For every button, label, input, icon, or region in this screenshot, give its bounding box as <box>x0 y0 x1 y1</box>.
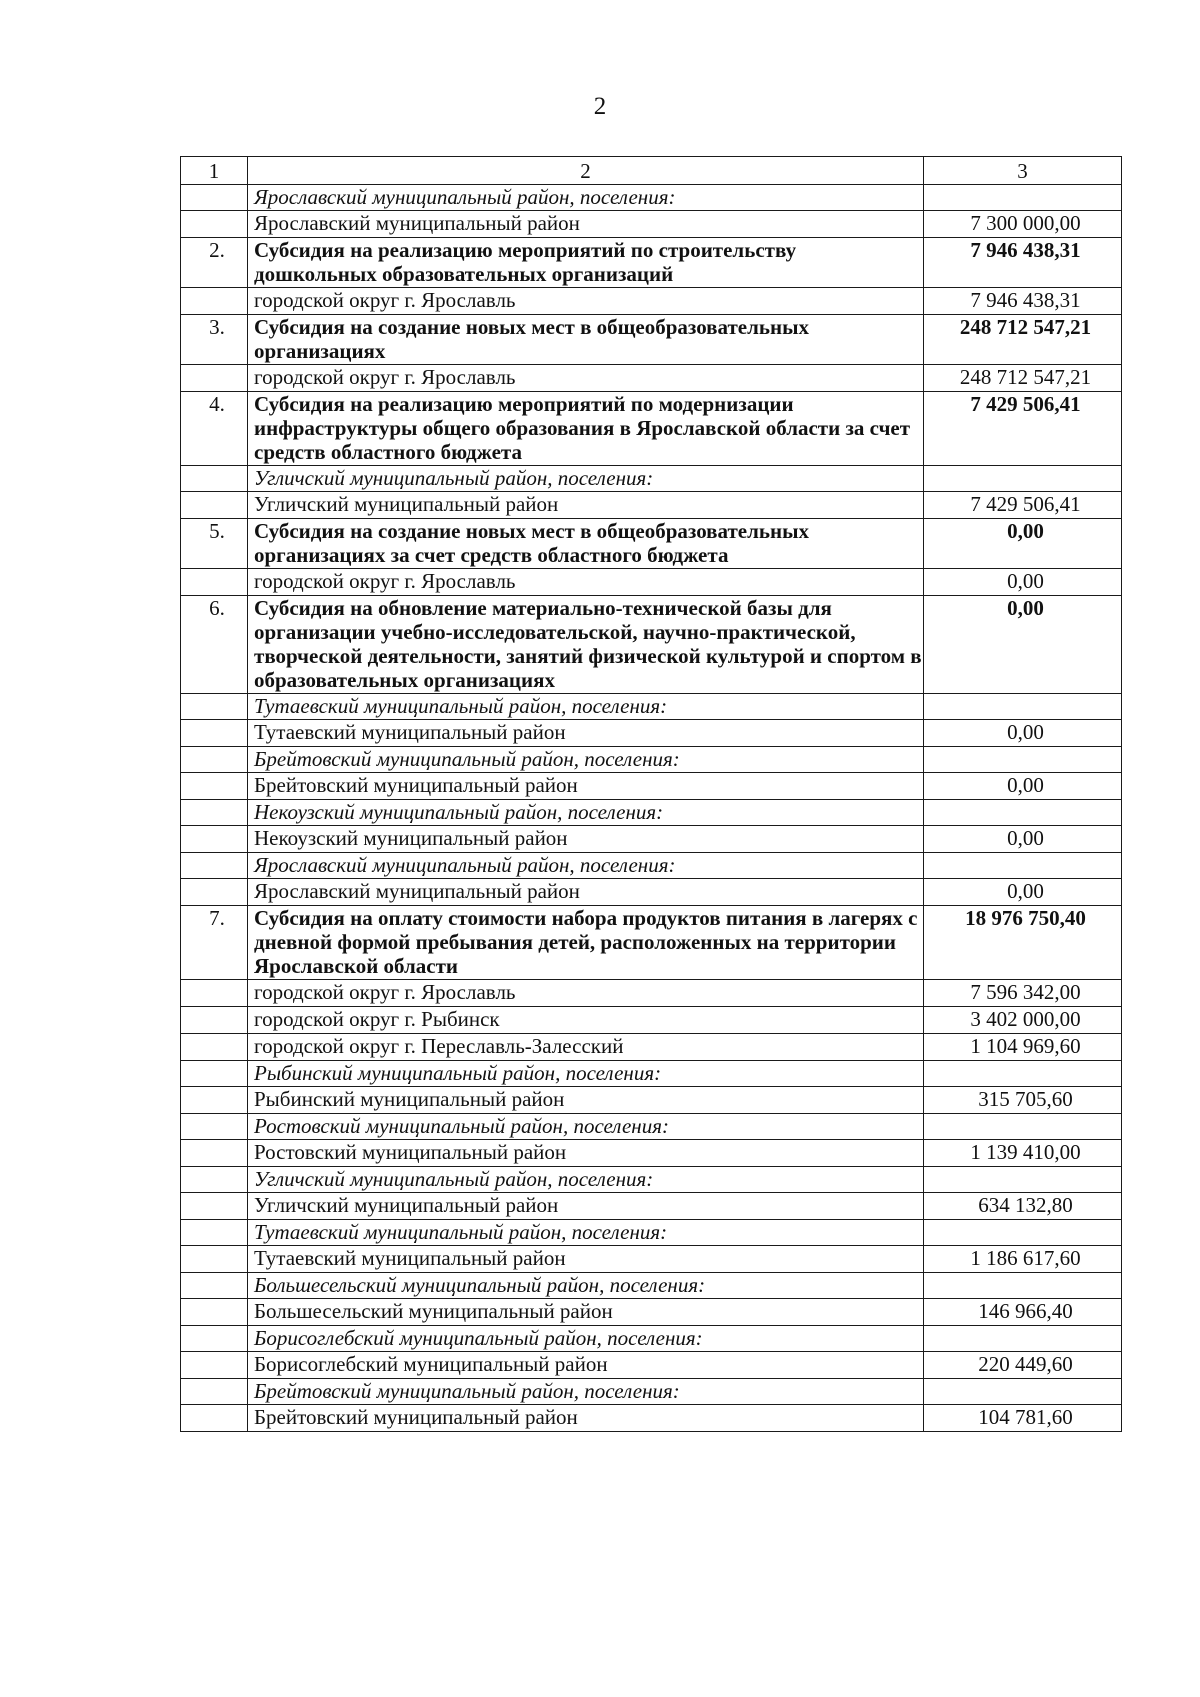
recipient-name: Тутаевский муниципальный район <box>248 1246 924 1273</box>
recipient-name: Большесельский муниципальный район <box>248 1299 924 1326</box>
amount <box>924 466 1122 492</box>
table-row <box>181 1273 1122 1299</box>
row-number <box>181 1405 248 1432</box>
row-number <box>181 800 248 826</box>
district-group-label: Ярославский муниципальный район, поселения: <box>248 853 924 879</box>
subsidy-title: Субсидия на реализацию мероприятий по строительству дошкольных образовательных организаций <box>248 238 924 288</box>
district-group-label: Угличский муниципальный район, поселения: <box>248 1167 924 1193</box>
district-group-label: Тутаевский муниципальный район, поселения: <box>248 694 924 720</box>
row-number: 5. <box>181 519 248 569</box>
recipient-name: Тутаевский муниципальный район <box>248 720 924 747</box>
row-number <box>181 1140 248 1167</box>
table-row <box>181 906 1122 980</box>
subsidy-title: Субсидия на оплату стоимости набора продуктов питания в лагерях с дневной формой пребывания детей, расположенных на территории Ярославской области <box>248 906 924 980</box>
row-number <box>181 694 248 720</box>
amount <box>924 185 1122 211</box>
amount: 3 402 000,00 <box>924 1007 1122 1034</box>
header-col-3: 3 <box>924 157 1122 185</box>
subsidy-table <box>180 156 1122 1432</box>
amount: 1 104 969,60 <box>924 1034 1122 1061</box>
table-row <box>181 773 1122 800</box>
recipient-name: городской округ г. Ярославль <box>248 569 924 596</box>
row-number <box>181 569 248 596</box>
amount: 104 781,60 <box>924 1405 1122 1432</box>
row-number <box>181 1114 248 1140</box>
page-number: 2 <box>593 93 607 120</box>
amount: 7 429 506,41 <box>924 492 1122 519</box>
subsidy-title: Субсидия на создание новых мест в общеобразовательных организациях за счет средств областного бюджета <box>248 519 924 569</box>
table-row <box>181 315 1122 365</box>
table-row <box>181 1034 1122 1061</box>
row-number <box>181 1034 248 1061</box>
recipient-name: Брейтовский муниципальный район <box>248 773 924 800</box>
row-number: 2. <box>181 238 248 288</box>
table-row <box>181 694 1122 720</box>
table-row <box>181 288 1122 315</box>
district-group-label: Угличский муниципальный район, поселения: <box>248 466 924 492</box>
row-number <box>181 1087 248 1114</box>
district-group-label: Рыбинский муниципальный район, поселения: <box>248 1061 924 1087</box>
row-number <box>181 879 248 906</box>
amount: 1 186 617,60 <box>924 1246 1122 1273</box>
table-row <box>181 466 1122 492</box>
amount: 0,00 <box>924 720 1122 747</box>
row-number <box>181 1007 248 1034</box>
amount <box>924 1061 1122 1087</box>
subsidy-total: 7 429 506,41 <box>924 392 1122 466</box>
table-row <box>181 1246 1122 1273</box>
table-row <box>181 492 1122 519</box>
amount <box>924 1379 1122 1405</box>
row-number <box>181 365 248 392</box>
amount <box>924 853 1122 879</box>
row-number <box>181 1246 248 1273</box>
row-number <box>181 492 248 519</box>
amount <box>924 747 1122 773</box>
district-group-label: Ярославский муниципальный район, поселения: <box>248 185 924 211</box>
row-number: 4. <box>181 392 248 466</box>
recipient-name: городской округ г. Ярославль <box>248 365 924 392</box>
amount: 220 449,60 <box>924 1352 1122 1379</box>
subsidy-total: 248 712 547,21 <box>924 315 1122 365</box>
table-row <box>181 980 1122 1007</box>
table-row <box>181 1114 1122 1140</box>
recipient-name: городской округ г. Рыбинск <box>248 1007 924 1034</box>
amount <box>924 1273 1122 1299</box>
table-row <box>181 720 1122 747</box>
district-group-label: Ростовский муниципальный район, поселения: <box>248 1114 924 1140</box>
row-number <box>181 1326 248 1352</box>
row-number <box>181 211 248 238</box>
table-row <box>181 596 1122 694</box>
table-row <box>181 1061 1122 1087</box>
table-row <box>181 1220 1122 1246</box>
subsidy-total: 0,00 <box>924 519 1122 569</box>
row-number: 7. <box>181 906 248 980</box>
recipient-name: Некоузский муниципальный район <box>248 826 924 853</box>
row-number <box>181 1193 248 1220</box>
table-row <box>181 365 1122 392</box>
district-group-label: Брейтовский муниципальный район, поселения: <box>248 1379 924 1405</box>
subsidy-title: Субсидия на обновление материально-технической базы для организации учебно-исследовательской, научно-практической, творческой деятельности, занятий физической культурой и спортом в образовательных организациях <box>248 596 924 694</box>
table-row <box>181 185 1122 211</box>
table-row <box>181 879 1122 906</box>
amount <box>924 1220 1122 1246</box>
recipient-name: Угличский муниципальный район <box>248 492 924 519</box>
table-row <box>181 569 1122 596</box>
subsidy-total: 0,00 <box>924 596 1122 694</box>
row-number <box>181 1220 248 1246</box>
subsidy-total: 7 946 438,31 <box>924 238 1122 288</box>
district-group-label: Тутаевский муниципальный район, поселения: <box>248 1220 924 1246</box>
district-group-label: Большесельский муниципальный район, поселения: <box>248 1273 924 1299</box>
table-row <box>181 238 1122 288</box>
row-number <box>181 1061 248 1087</box>
recipient-name: Брейтовский муниципальный район <box>248 1405 924 1432</box>
amount: 634 132,80 <box>924 1193 1122 1220</box>
amount: 315 705,60 <box>924 1087 1122 1114</box>
table-row <box>181 392 1122 466</box>
row-number <box>181 826 248 853</box>
amount: 0,00 <box>924 826 1122 853</box>
row-number <box>181 747 248 773</box>
amount <box>924 1114 1122 1140</box>
row-number <box>181 720 248 747</box>
recipient-name: Борисоглебский муниципальный район <box>248 1352 924 1379</box>
table-row <box>181 1405 1122 1432</box>
row-number: 3. <box>181 315 248 365</box>
amount: 7 596 342,00 <box>924 980 1122 1007</box>
amount: 146 966,40 <box>924 1299 1122 1326</box>
table-row <box>181 1326 1122 1352</box>
table-row <box>181 800 1122 826</box>
recipient-name: городской округ г. Переславль-Залесский <box>248 1034 924 1061</box>
table-row <box>181 826 1122 853</box>
table-row <box>181 211 1122 238</box>
row-number <box>181 185 248 211</box>
subsidy-title: Субсидия на реализацию мероприятий по модернизации инфраструктуры общего образования в Ярославской области за счет средств областного бюджета <box>248 392 924 466</box>
row-number <box>181 1273 248 1299</box>
row-number <box>181 853 248 879</box>
district-group-label: Некоузский муниципальный район, поселения: <box>248 800 924 826</box>
row-number <box>181 1167 248 1193</box>
recipient-name: городской округ г. Ярославль <box>248 288 924 315</box>
row-number: 6. <box>181 596 248 694</box>
table-row <box>181 1140 1122 1167</box>
row-number <box>181 980 248 1007</box>
amount: 248 712 547,21 <box>924 365 1122 392</box>
district-group-label: Брейтовский муниципальный район, поселения: <box>248 747 924 773</box>
table-row <box>181 747 1122 773</box>
table-row <box>181 1379 1122 1405</box>
amount <box>924 1326 1122 1352</box>
amount: 7 300 000,00 <box>924 211 1122 238</box>
row-number <box>181 466 248 492</box>
row-number <box>181 773 248 800</box>
amount <box>924 1167 1122 1193</box>
amount <box>924 694 1122 720</box>
table-header-row <box>181 157 1122 185</box>
row-number <box>181 1299 248 1326</box>
table-row <box>181 1167 1122 1193</box>
amount <box>924 800 1122 826</box>
table-row <box>181 1007 1122 1034</box>
amount: 1 139 410,00 <box>924 1140 1122 1167</box>
recipient-name: городской округ г. Ярославль <box>248 980 924 1007</box>
amount: 0,00 <box>924 773 1122 800</box>
recipient-name: Ростовский муниципальный район <box>248 1140 924 1167</box>
amount: 7 946 438,31 <box>924 288 1122 315</box>
district-group-label: Борисоглебский муниципальный район, поселения: <box>248 1326 924 1352</box>
recipient-name: Рыбинский муниципальный район <box>248 1087 924 1114</box>
header-col-2: 2 <box>248 157 924 185</box>
recipient-name: Угличский муниципальный район <box>248 1193 924 1220</box>
table-row <box>181 1193 1122 1220</box>
table-row <box>181 1087 1122 1114</box>
amount: 0,00 <box>924 569 1122 596</box>
row-number <box>181 1379 248 1405</box>
row-number <box>181 288 248 315</box>
header-col-1: 1 <box>181 157 248 185</box>
table-row <box>181 519 1122 569</box>
subsidy-total: 18 976 750,40 <box>924 906 1122 980</box>
table-row <box>181 1352 1122 1379</box>
table-row <box>181 853 1122 879</box>
row-number <box>181 1352 248 1379</box>
recipient-name: Ярославский муниципальный район <box>248 879 924 906</box>
amount: 0,00 <box>924 879 1122 906</box>
subsidy-title: Субсидия на создание новых мест в общеобразовательных организациях <box>248 315 924 365</box>
table-row <box>181 1299 1122 1326</box>
recipient-name: Ярославский муниципальный район <box>248 211 924 238</box>
